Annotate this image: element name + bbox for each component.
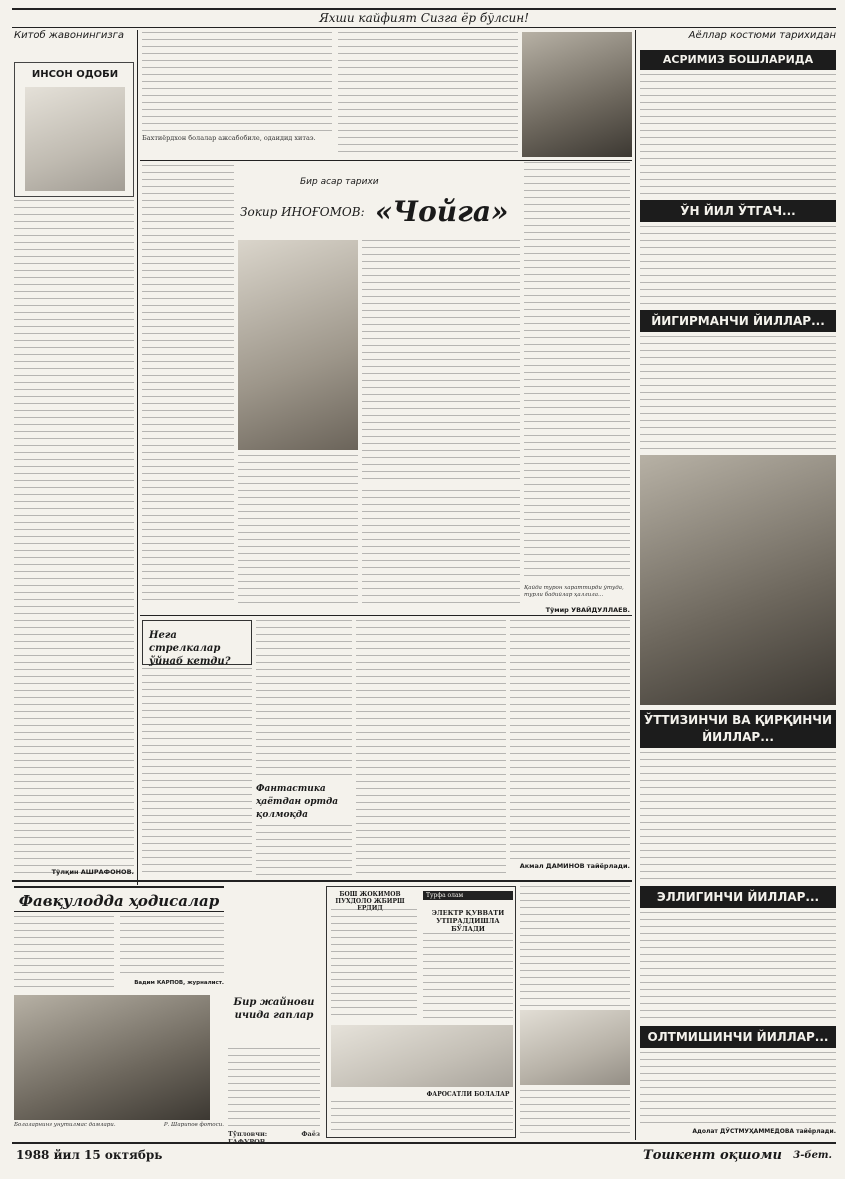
page-footer bbox=[12, 1142, 836, 1168]
incidents-author: Вадим КАРПОВ, журналист. bbox=[134, 980, 224, 986]
h4-body bbox=[640, 752, 836, 882]
right-section-kicker bbox=[640, 30, 836, 48]
box-article bbox=[326, 886, 516, 1138]
box-header: БОШ ЖОКИМОВ ПУХДОЛО ЖБИРШ ЕРДИД bbox=[335, 891, 405, 912]
children-credit: Р. Шарипов фотоси. bbox=[163, 1122, 224, 1128]
bottom-right-col bbox=[520, 886, 630, 1006]
incidents-heading bbox=[14, 886, 224, 912]
h4-banner: ЎТТИЗИНЧИ ВА ҚИРҚИНЧИ ЙИЛЛАР... bbox=[640, 710, 836, 748]
page-header bbox=[12, 8, 836, 28]
left-article-author: Тўлқин АШРАФОНОВ. bbox=[51, 868, 134, 876]
top-strip-signature: Бахтиёрдхон болалар ажсабобиле, одаидид хитаэ. bbox=[142, 134, 316, 142]
choyga-col-5 bbox=[524, 162, 630, 582]
choyga-col-3 bbox=[238, 455, 358, 605]
top-strip-col-2 bbox=[338, 32, 518, 157]
middle-col-1 bbox=[256, 620, 352, 780]
incidents-title: Фавқулодда ҳодисалар bbox=[18, 892, 220, 910]
top-strip-col-1 bbox=[142, 32, 332, 132]
book-kicker bbox=[14, 30, 134, 60]
footer-page: 3-бет. bbox=[793, 1150, 832, 1161]
sentence-body bbox=[228, 1048, 320, 1128]
box-title: ЭЛЕКТР ҚУВВАТИ УТПРАДДИШЛА БЎЛАДИ bbox=[431, 909, 505, 933]
portrait-photo bbox=[522, 32, 632, 157]
choyga-col-1 bbox=[142, 165, 234, 605]
choyga-col-4 bbox=[362, 490, 520, 605]
middle-col-2 bbox=[356, 620, 506, 875]
footer-date: 1988 йил 15 октябрь bbox=[16, 1148, 163, 1162]
book-illustration bbox=[14, 62, 134, 197]
sentence-compiler: Тўпловчи: Фаёз ГАФУРОВ. bbox=[228, 1130, 320, 1146]
choyga-heading bbox=[240, 177, 520, 235]
incidents-col-2 bbox=[120, 916, 224, 978]
h5-banner: ЭЛЛИГИНЧИ ЙИЛЛАР... bbox=[640, 886, 836, 908]
box-illustration bbox=[331, 1025, 513, 1087]
choyga-section: Бир асар тарихи bbox=[300, 177, 379, 187]
fashion-photo bbox=[640, 455, 836, 705]
footer-paper: Тошкент оқшоми bbox=[643, 1148, 782, 1163]
book-drawing bbox=[25, 87, 125, 191]
middle-col-3 bbox=[510, 620, 630, 860]
strelka-body bbox=[142, 668, 252, 873]
fantastika-heading bbox=[256, 783, 352, 823]
box-sub: Турфа олам bbox=[423, 891, 513, 900]
fantastika-title: Фантастика ҳаётдан ортда қолмоқда bbox=[256, 784, 339, 820]
h2-banner: ЎН ЙИЛ ЎТГАЧ... bbox=[640, 200, 836, 222]
h2-body bbox=[640, 226, 836, 306]
choyga-caption: Қайда турон хараттирди ўтуда, турли бадийлар ҳаллила... bbox=[524, 585, 624, 598]
choyga-author-name: Зокир ИНОҒОМОВ: bbox=[240, 205, 365, 219]
choyga-col-2 bbox=[362, 240, 520, 485]
box-foot: ФАРОСАТЛИ БОЛАЛАР bbox=[426, 1091, 510, 1098]
sentence-heading bbox=[228, 996, 320, 1046]
h3-banner: ЙИГИРМАНЧИ ЙИЛЛАР... bbox=[640, 310, 836, 332]
incidents-col-1 bbox=[14, 916, 114, 991]
h3-body bbox=[640, 336, 836, 450]
bottom-right-col-2 bbox=[520, 1090, 630, 1138]
choyga-photo bbox=[238, 240, 358, 450]
h6-banner: ОЛТМИШИНЧИ ЙИЛЛАР... bbox=[640, 1026, 836, 1048]
right-section-text: Аёллар костюми тарихидан bbox=[688, 30, 836, 41]
right-author: Адолат ДЎСТМУҲАММЕДОВА тайёрлади. bbox=[692, 1128, 836, 1135]
h5-body bbox=[640, 912, 836, 1022]
sentence-title: Бир жайнови ичида гаплар bbox=[233, 997, 315, 1021]
middle-col-1b bbox=[256, 825, 352, 875]
middle-author: Акмал ДАМИНОВ тайёрлади. bbox=[519, 862, 630, 870]
children-caption: Болаларнинг унутилмас дамлари. bbox=[14, 1122, 116, 1128]
h1-banner: АСРИМИЗ БОШЛАРИДА bbox=[640, 50, 836, 70]
children-photo bbox=[14, 995, 210, 1120]
choyga-title: «Чойга» bbox=[375, 195, 509, 228]
book-title: ИНСОН ОДОБИ bbox=[31, 69, 119, 80]
bottom-cartoon bbox=[520, 1010, 630, 1085]
h1-body bbox=[640, 74, 836, 196]
header-title: Яхши кайфият Сизга ёр бўлсин! bbox=[319, 11, 529, 25]
h6-body bbox=[640, 1052, 836, 1124]
choyga-credit: Тўмир УВАЙДУЛЛАЕВ. bbox=[545, 606, 630, 614]
left-article-body bbox=[14, 200, 134, 875]
strelka-title: Нега стрелкалар ўйнаб кетди? bbox=[149, 630, 231, 667]
strelka-heading-box bbox=[142, 620, 252, 665]
kicker-text: Китоб жавонингизга bbox=[14, 30, 125, 41]
